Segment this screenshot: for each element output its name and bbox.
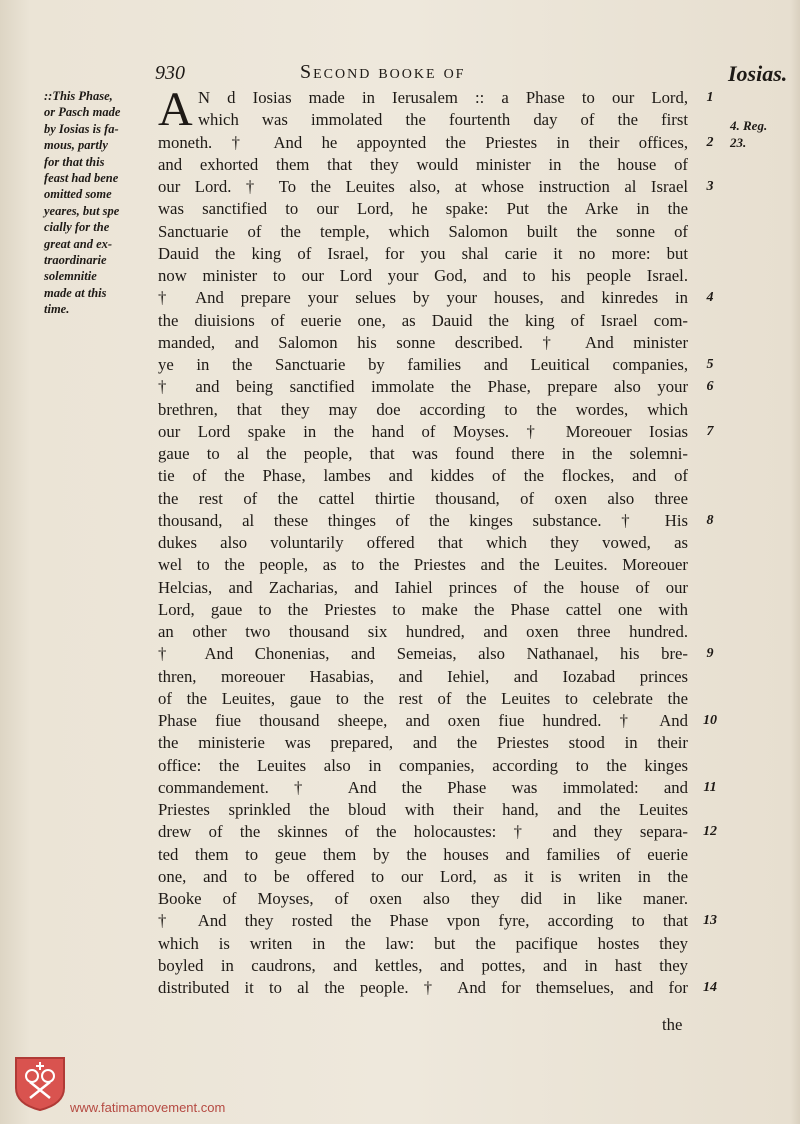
text-line: now minister to our Lord your God, and to his people Israel.	[158, 266, 688, 285]
margin-note-line: solemnitie	[44, 269, 97, 284]
text-line: gaue to al the people, that was found there in the solemni-	[158, 444, 688, 463]
verse-number	[698, 465, 722, 487]
verse-number	[698, 888, 722, 910]
text-line: which was immolated the fourtenth day of the first	[198, 110, 688, 130]
margin-note-line: by Iosias is fa-	[44, 121, 119, 136]
verse-number	[698, 599, 722, 621]
text-line: † And Chonenias, and Semeias, also Nathanael, his bre-	[158, 644, 688, 664]
text-line: thousand, al these thinges of the kinges substance. † His	[158, 510, 688, 530]
text-line: one, and to be offered to our Lord, as it is writen in the	[158, 866, 688, 886]
text-line: was sanctified to our Lord, he spake: Put the Arke in the	[158, 199, 688, 219]
verse-number	[698, 532, 722, 554]
margin-note-right	[730, 117, 790, 151]
margin-note-line: or Pasch made	[44, 105, 121, 120]
margin-note-line: omitted some	[44, 187, 112, 202]
text-line: the diuisions of euerie one, as Dauid the king of Israel com-	[158, 310, 688, 330]
verse-number	[698, 488, 722, 510]
text-line: the rest of the cattel thirtie thousand, of oxen also three	[158, 488, 688, 508]
margin-note-line: made at this	[44, 285, 107, 300]
margin-note-line: time.	[44, 302, 70, 317]
text-line: moneth. † And he appoynted the Priestes in their offices,	[158, 132, 688, 152]
verse-number: 1	[706, 90, 714, 105]
verse-number: 5	[706, 357, 714, 372]
verse-number	[698, 243, 722, 265]
cross-reference: 4. Reg.	[730, 118, 768, 133]
margin-note-line: mous, partly	[44, 138, 108, 153]
verse-number	[698, 666, 722, 688]
verse-number	[698, 688, 722, 710]
cross-reference-chapter: 23.	[730, 135, 747, 150]
margin-note-line: traordinarie	[44, 253, 107, 268]
verse-number: 7	[706, 423, 714, 439]
margin-note-line: great and ex-	[44, 236, 113, 251]
verse-number: 13	[703, 913, 717, 929]
text-line: distributed it to al the people. † And for themselues, and for	[158, 978, 688, 997]
verse-number	[698, 399, 722, 421]
verse-number	[698, 154, 722, 176]
verse-number	[698, 443, 722, 465]
margin-note-line: for that this	[44, 154, 105, 169]
text-line: Phase fiue thousand sheepe, and oxen fiue hundred. † And	[158, 711, 688, 730]
margin-note-line: feast had bene	[44, 171, 119, 186]
text-line: † And prepare your selues by your houses, and kinredes in	[158, 288, 688, 308]
text-line: and exhorted them that they would minister in the house of	[158, 154, 688, 174]
text-line: which is writen in the law: but the pacifique hostes they	[158, 933, 688, 953]
text-line: N d Iosias made in Ierusalem :: a Phase to our Lord,	[198, 88, 688, 107]
verse-number	[698, 732, 722, 754]
text-line: the ministerie was prepared, and the Priestes stood in their	[158, 733, 688, 753]
verse-number	[698, 265, 722, 287]
text-line: wel to the people, as to the Priestes and the Leuites. Moreouer	[158, 555, 688, 575]
text-line: brethren, that they may doe according to the wordes, which	[158, 399, 688, 419]
text-line: ye in the Sanctuarie by families and Leuitical companies,	[158, 355, 688, 374]
verse-number: 8	[706, 512, 714, 528]
text-line: of the Leuites, gaue to the rest of the Leuites to celebrate the	[158, 688, 688, 708]
text-line: † And they rosted the Phase vpon fyre, according to that	[158, 911, 688, 931]
verse-number: 12	[703, 824, 717, 840]
text-line: dukes also voluntarily offered that which they vowed, as	[158, 533, 688, 552]
text-line: Booke of Moyses, of oxen also they did in like maner.	[158, 889, 688, 908]
text-line: Sanctuarie of the temple, which Salomon built the sonne of	[158, 221, 688, 241]
text-line: drew of the skinnes of the holocaustes: † and they separa-	[158, 822, 688, 842]
verse-number	[698, 933, 722, 955]
verse-number: 2	[706, 134, 714, 150]
text-line: our Lord. † To the Leuites also, at whose instruction al Israel	[158, 177, 688, 196]
drop-cap: A	[158, 83, 193, 136]
margin-note-left	[44, 88, 152, 318]
verse-number	[698, 109, 722, 131]
running-title: Second booke of	[300, 61, 466, 83]
verse-number: 10	[703, 713, 717, 728]
verse-number: 4	[706, 290, 714, 306]
body-text	[158, 83, 688, 999]
text-line: tie of the Phase, lambes and kiddes of the flockes, and of	[158, 466, 688, 486]
verse-number	[698, 221, 722, 243]
text-line: Priestes sprinkled the bloud with their hand, and the Leuites	[158, 800, 688, 819]
verse-number	[698, 866, 722, 888]
text-line: commandement. † And the Phase was immolated: and	[158, 777, 688, 797]
verse-number: 9	[706, 646, 714, 662]
verse-number	[698, 621, 722, 643]
verse-number	[698, 577, 722, 599]
text-line: Dauid the king of Israel, for you shal carie it no more: but	[158, 243, 688, 263]
verse-number	[698, 955, 722, 977]
margin-note-line: cially for the	[44, 220, 110, 235]
margin-note-line: yeares, but spe	[44, 203, 120, 218]
verse-number	[698, 332, 722, 354]
verse-number	[698, 310, 722, 332]
text-line: Helcias, and Zacharias, and Iahiel princes of the house of our	[158, 577, 688, 597]
text-line: † and being sanctified immolate the Phase, prepare also your	[158, 377, 688, 397]
catchword: the	[662, 1015, 683, 1034]
verse-number	[698, 554, 722, 576]
fatima-movement-logo	[12, 1054, 68, 1112]
text-line: manded, and Salomon his sonne described. † And minister	[158, 332, 688, 352]
text-line: Lord, gaue to the Priestes to make the Phase cattel one with	[158, 599, 688, 619]
text-line: boyled in caudrons, and kettles, and pottes, and in hast they	[158, 955, 688, 975]
margin-note-line: ::This Phase,	[44, 89, 113, 103]
book-name: Iosias.	[728, 61, 788, 86]
verse-number	[698, 198, 722, 220]
verse-number: 6	[706, 379, 714, 395]
page-number: 930	[155, 62, 185, 84]
verse-number: 14	[703, 980, 717, 995]
footer-url[interactable]: www.fatimamovement.com	[70, 1100, 226, 1115]
verse-numbers	[698, 87, 722, 999]
text-line: office: the Leuites also in companies, according to the kinges	[158, 755, 688, 775]
text-line: our Lord spake in the hand of Moyses. † Moreouer Iosias	[158, 421, 688, 441]
verse-number: 3	[706, 179, 714, 194]
verse-number	[698, 844, 722, 866]
verse-number: 11	[703, 779, 717, 795]
text-line: an other two thousand six hundred, and oxen three hundred.	[158, 622, 688, 641]
verse-number	[698, 799, 722, 821]
text-line: thren, moreouer Hasabias, and Iehiel, and Iozabad princes	[158, 666, 688, 686]
text-line: ted them to geue them by the houses and families of euerie	[158, 844, 688, 864]
verse-number	[698, 755, 722, 777]
